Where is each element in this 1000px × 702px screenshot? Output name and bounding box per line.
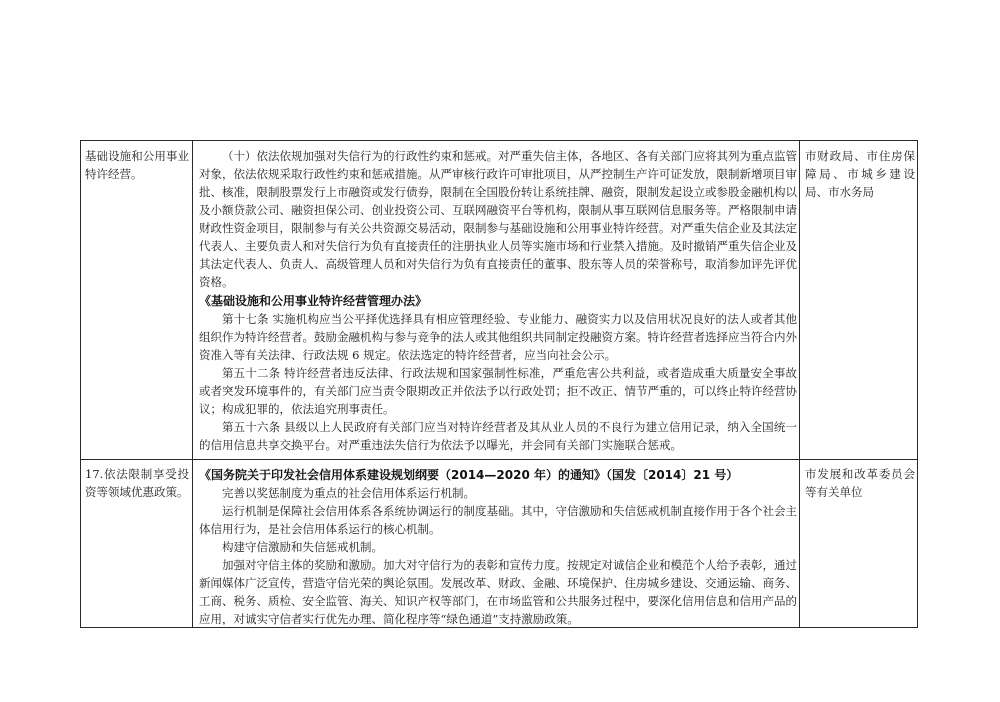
row1-article-56: 第五十六条 县级以上人民政府有关部门应当对特许经营者及其从业人员的不良行为建立信用记录，纳入全国统一的信用信息共享交换平台。对严重违法失信行为依法予以曝光，并会同有关部门实施联合惩戒。 xyxy=(199,420,797,452)
row2-paragraph: 完善以奖惩制度为重点的社会信用体系运行机制。 xyxy=(222,486,475,500)
row2-departments: 市发展和改革委员会等有关单位 xyxy=(805,467,915,499)
row2-departments-cell xyxy=(805,465,915,625)
row1-category: 基础设施和公用事业特许经营。 xyxy=(85,149,189,181)
row2-paragraph: 构建守信激励和失信惩戒机制。 xyxy=(222,540,383,554)
row1-measure-text: （十）依法依规加强对失信行为的行政性约束和惩戒。对严重失信主体，各地区、各有关部门应将其列为重点监管对象，依法依规采取行政性约束和惩戒措施。从严审核行政许可审批项目，从严控制生产许可证发放，限制新增项目审批、核准，限制股票发行上市融资或发行债券，限制在全国股份转让系统挂牌、融资，限制发起设立或参股金融机构以及小额贷款公司、融资担保公司、创业投资公司、互联网融资平台等机构，限制从事互联网信息服务等。严格限制申请财政性资金项目，限制参与有关公共资源交易活动，限制参与基础设施和公用事业特许经营。对严重失信企业及其法定代表人、主要负责人和对失信行为负有直接责任的注册执业人员等实施市场和行业禁入措施。及时撤销严重失信企业及其法定代表人、负责人、高级管理人员和对失信行为负有直接责任的董事、股东等人员的荣誉称号，取消参加评先评优资格。 xyxy=(199,149,797,289)
row1-measures-cell xyxy=(199,147,797,455)
row1-doc-title: 《基础设施和公用事业特许经营管理办法》 xyxy=(199,294,428,308)
row1-category-cell xyxy=(85,147,189,455)
row1-departments-cell xyxy=(805,147,915,455)
row2-category: 17.依法限制享受投资等领域优惠政策。 xyxy=(85,467,189,499)
column-divider xyxy=(799,141,800,627)
column-divider xyxy=(192,141,193,627)
row2-paragraph: 运行机制是保障社会信用体系各系统协调运行的制度基础。其中，守信激励和失信惩戒机制直接作用于各个社会主体信用行为，是社会信用体系运行的核心机制。 xyxy=(199,504,797,536)
row2-measures-cell xyxy=(199,465,797,625)
row1-article-17: 第十七条 实施机构应当公平择优选择具有相应管理经验、专业能力、融资实力以及信用状况良好的法人或者其他组织作为特许经营者。鼓励金融机构与参与竞争的法人或其他组织共同制定投融资方案。特许经营者选择应当符合内外资准入等有关法律、行政法规 6 规定。依法选定的特许经营者，应当向社会公示。 xyxy=(199,312,797,362)
row2-paragraph: 加强对守信主体的奖励和激励。加大对守信行为的表彰和宣传力度。按规定对诚信企业和模范个人给予表彰，通过新闻媒体广泛宣传，营造守信光荣的舆论氛围。发展改革、财政、金融、环境保护、住房城乡建设、交通运输、商务、工商、税务、质检、安全监管、海关、知识产权等部门，在市场监管和公共服务过程中，要深化信用信息和信用产品的应用，对诚实守信者实行优先办理、简化程序等“绿色通道”支持激励政策。 xyxy=(199,558,797,625)
row2-doc-title: 《国务院关于印发社会信用体系建设规划纲要（2014—2020 年）的通知》（国发〔2014〕21 号） xyxy=(199,468,739,482)
row1-article-52: 第五十二条 特许经营者违反法律、行政法规和国家强制性标准，严重危害公共利益，或者造成重大质量安全事故或者突发环境事件的，有关部门应当责令限期改正并依法予以行政处罚；拒不改正、情节严重的，可以终止特许经营协议；构成犯罪的，依法追究刑事责任。 xyxy=(199,366,797,416)
row1-departments: 市财政局、市住房保障局、市城乡建设局、市水务局 xyxy=(805,149,915,199)
row-divider xyxy=(81,459,917,460)
measures-table xyxy=(80,140,918,628)
row2-category-cell xyxy=(85,465,189,625)
